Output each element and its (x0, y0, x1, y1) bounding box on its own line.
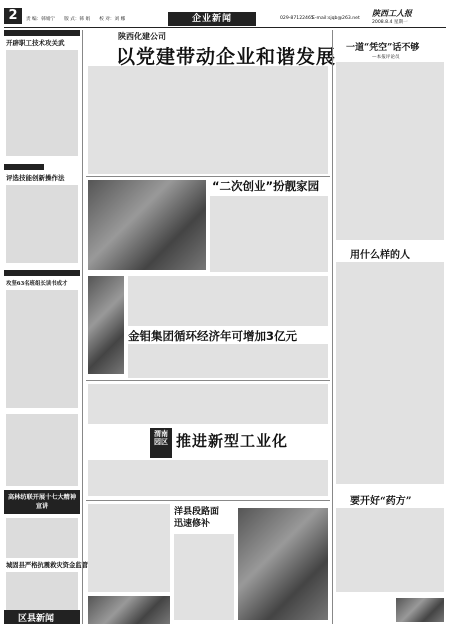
second-story-text (210, 196, 328, 272)
fourth-headline: 推进新型工业化 (176, 432, 289, 450)
paper-name: 陕西工人报 (372, 8, 412, 18)
bottom-story-text-b (174, 534, 234, 620)
fourth-story-text-a (88, 384, 328, 424)
masthead-date: 2008.8.4 星期一 (372, 20, 408, 25)
left-headline-4: 高林纺联开展十七大精神宣讲 (7, 494, 77, 510)
masthead-left-text: 责 编：韩娟宁 版 式：韩 娟 校 对：刘 娜 (26, 17, 126, 22)
masthead-rule (4, 27, 446, 28)
left-footer (4, 610, 80, 624)
masthead-phone: 029-87122465 (280, 16, 314, 21)
photo-left (88, 276, 124, 374)
left-box-1-head (4, 30, 80, 36)
left-footer-label: 区县新闻 (18, 614, 55, 624)
left-headline-1: 开辟职工技术攻关武 (6, 39, 65, 47)
left-text-1 (6, 50, 78, 156)
right-headline-2: 用什么样的人 (350, 250, 410, 261)
left-column (4, 30, 88, 610)
third-headline: 金钼集团循环经济年可增加3亿元 (128, 329, 297, 343)
left-headline-2: 评选技能创新操作法 (6, 174, 65, 182)
bottom-small-photo (88, 596, 170, 624)
page-number: 2 (4, 8, 22, 24)
right-column-head: 一道“凭空”话不够 (346, 43, 420, 53)
left-headline-3: 攻坚63名班组长读书成才 (6, 281, 68, 287)
top-story-text (88, 66, 328, 174)
masthead-email: E-mail:sjqb@263.net (312, 16, 360, 21)
left-text-2 (6, 185, 78, 263)
third-story-text-b (128, 344, 328, 378)
divider-left (82, 30, 83, 624)
second-headline: “二次创业”扮靓家园 (212, 179, 320, 193)
right-text-2 (336, 262, 444, 484)
divider-mid-3 (86, 500, 330, 501)
right-text-1 (336, 62, 444, 240)
bottom-photo (238, 508, 328, 620)
divider-right (332, 30, 333, 624)
left-box-2-head (4, 164, 44, 170)
fourth-tag (150, 428, 172, 458)
left-text-3 (6, 290, 78, 408)
top-headline: 以党建带动企业和谐发展 (116, 46, 337, 68)
left-box-3-head (4, 270, 80, 276)
fourth-tag-label: 渭南园区 (154, 430, 168, 446)
third-story-text-a (128, 276, 328, 326)
right-bottom-logo (396, 598, 444, 622)
photo-top (88, 180, 206, 270)
left-text-4 (6, 414, 78, 486)
bottom-photo-headline: 洋县段路面 迅速修补 (174, 507, 229, 529)
left-headline-5: 城固县严格抗震救灾资金监管 (6, 562, 88, 569)
top-kicker: 陕西化建公司 (118, 31, 166, 41)
section-title: 企业新闻 (168, 12, 256, 26)
left-text-5 (6, 518, 78, 558)
fourth-story-text-b (88, 460, 328, 496)
divider-mid-2 (86, 380, 330, 381)
right-column-sub: —本报评论员 (372, 55, 400, 60)
right-text-3 (336, 508, 444, 592)
right-headline-3: 要开好“药方” (350, 496, 412, 507)
masthead (0, 0, 450, 28)
divider-mid-1 (86, 176, 330, 177)
bottom-story-text-a (88, 504, 170, 592)
